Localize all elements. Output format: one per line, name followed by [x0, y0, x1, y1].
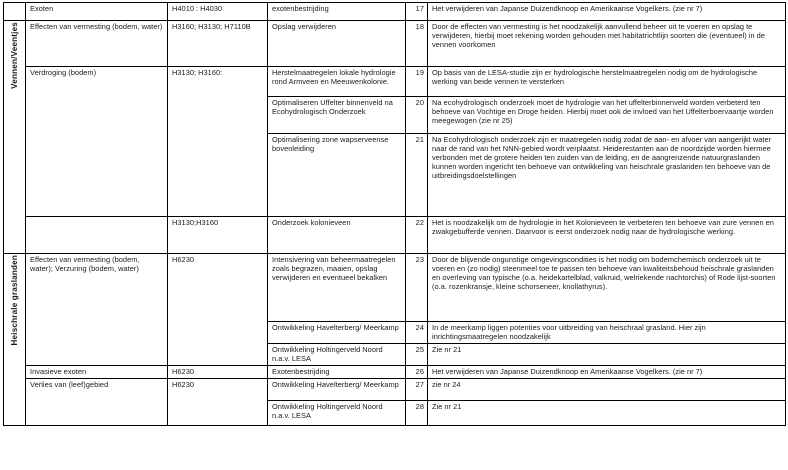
- measure-cell: Exotenbestrijding: [268, 366, 406, 379]
- measure-number-cell: 28: [406, 401, 428, 426]
- measure-cell: Ontwikkeling Havelterberg/ Meerkamp: [268, 379, 406, 401]
- threat-cell: Invasieve exoten: [26, 366, 168, 379]
- habitat-cell: H6230: [168, 254, 268, 366]
- habitat-cell: H3160; H3130; H7110B: [168, 21, 268, 67]
- description-cell: zie nr 24: [428, 379, 786, 401]
- table-row: [4, 67, 786, 97]
- measure-number-cell: 22: [406, 217, 428, 254]
- measure-number-cell: 26: [406, 366, 428, 379]
- description-cell: Na Ecohydrologisch onderzoek zijn er maatregelen nodig zodat de aan- en afvoer van aangerijkt water naar de rand van het NNN-gebied wordt verplaatst. Heiderestanten aan de noordzijde worden hiermee verbonden met de grotere heiden ten zuiden van de leiding, en de aangrenzende natuurgraslanden kunnen worden ingericht ten behoeve van ontwikkeling van heischrale graslanden ten behoeve van de uitbreidingsdoelstellingen: [428, 134, 786, 217]
- row-group-label: Heischrale graslanden: [10, 255, 20, 346]
- table-row: [4, 217, 786, 254]
- table-row: [4, 21, 786, 67]
- description-cell: Het verwijderen van Japanse Duizendknoop en Amerikaanse Vogelkers. (zie nr 7): [428, 366, 786, 379]
- measure-cell: Ontwikkeling Holtingerveld Noord n.a.v. LESA: [268, 344, 406, 366]
- description-cell: Het is noodzakelijk om de hydrologie in het Kolonieveen te verbeteren ten behoeve van zure vennen en zwakgebufferde vennen. Daarvoor is eerst onderzoek nodig naar de hydrologische werking.: [428, 217, 786, 254]
- measure-number-cell: 19: [406, 67, 428, 97]
- measure-cell: Onderzoek kolonieveen: [268, 217, 406, 254]
- measure-cell: Optimalisering zone wapserveense bovenleiding: [268, 134, 406, 217]
- row-group-label: Vennen/Veentjes: [10, 22, 20, 89]
- description-cell: Zie nr 21: [428, 344, 786, 366]
- threat-cell-empty: [26, 217, 168, 254]
- measures-table-container: [3, 2, 785, 426]
- threat-cell: Verdroging (bodem): [26, 67, 168, 217]
- description-cell: Het verwijderen van Japanse Duizendknoop en Amerikaanse Vogelkers. (zie nr 7): [428, 3, 786, 21]
- measure-cell: Ontwikkeling Havelterberg/ Meerkamp: [268, 322, 406, 344]
- measure-cell: Ontwikkeling Holtingerveld Noord n.a.v. LESA: [268, 401, 406, 426]
- threat-cell: Effecten van vermesting (bodem, water): [26, 21, 168, 67]
- description-cell: Door de blijvende ongunstige omgevingscondities is het nodig om bodemchemisch onderzoek uit te voeren en (zo nodig) steenmeel toe te passen ten behoeve van kwaliteitsbehoud heischrale graslanden en overleving van typische (o.a. heidekartelblad, valkruid, welriekende nachtorchis) of Rode lijst-soorten (o.a. rozenkransje, kleine schorseneer, knollathyrus).: [428, 254, 786, 322]
- description-cell: Op basis van de LESA-studie zijn er hydrologische herstelmaatregelen nodig om de hydrologische werking van beide vennen te versterken: [428, 67, 786, 97]
- measure-cell: Optimaliseren Uffelter binnenveld na Ecohydrologisch Onderzoek: [268, 97, 406, 134]
- description-cell: In de meerkamp liggen potenties voor uitbreiding van heischraal grasland. Hier zijn inrichtingsmaatregelen noodzakelijk: [428, 322, 786, 344]
- habitat-cell: H6230: [168, 366, 268, 379]
- measure-cell: Opslag verwijderen: [268, 21, 406, 67]
- measure-cell: Intensivering van beheermaatregelen zoals begrazen, maaien, opslag verwijderen en eventueel bekalken: [268, 254, 406, 322]
- table-row: [4, 3, 786, 21]
- description-cell: Door de effecten van vermesting is het noodzakelijk aanvullend beheer uit te voeren en opslag te verwijderen, hierbij moet rekening worden gehouden met habitatrichtlijn soorten die (eventueel) in de vennen voorkomen: [428, 21, 786, 67]
- threat-cell: Effecten van vermesting (bodem, water); Verzuring (bodem, water): [26, 254, 168, 366]
- measure-number-cell: 25: [406, 344, 428, 366]
- habitat-cell: H6230: [168, 379, 268, 426]
- habitat-cell: H3130;H3160: [168, 217, 268, 254]
- table-row: [4, 366, 786, 379]
- row-group-cell-empty-top: [4, 3, 26, 21]
- description-cell: Na ecohydrologisch onderzoek moet de hydrologie van het uffelterbinnenveld worden verbeterd ten behoeve van Vochtige en Droge heiden. Hierbij moet ook de invloed van het Uffelterboervaartje worden meegewogen (zie nr 25): [428, 97, 786, 134]
- threat-cell: Verlies van (leef)gebied: [26, 379, 168, 426]
- measure-number-cell: 17: [406, 3, 428, 21]
- measure-number-cell: 18: [406, 21, 428, 67]
- table-row: [4, 254, 786, 322]
- habitat-cell: H4010 : H4030: [168, 3, 268, 21]
- threat-cell: Exoten: [26, 3, 168, 21]
- table-row: [4, 379, 786, 401]
- measure-number-cell: 24: [406, 322, 428, 344]
- habitat-cell: H3130; H3160:: [168, 67, 268, 217]
- row-group-header-vennen-veentjes: [4, 21, 26, 254]
- measure-number-cell: 20: [406, 97, 428, 134]
- description-cell: Zie nr 21: [428, 401, 786, 426]
- measure-number-cell: 23: [406, 254, 428, 322]
- measure-number-cell: 27: [406, 379, 428, 401]
- measure-cell: Herstelmaatregelen lokale hydrologie rond Armveen en Meeuwenkolonie.: [268, 67, 406, 97]
- measure-number-cell: 21: [406, 134, 428, 217]
- row-group-header-heischrale-graslanden: [4, 254, 26, 426]
- measure-cell: exotenbestrijding: [268, 3, 406, 21]
- measures-table: [3, 2, 786, 426]
